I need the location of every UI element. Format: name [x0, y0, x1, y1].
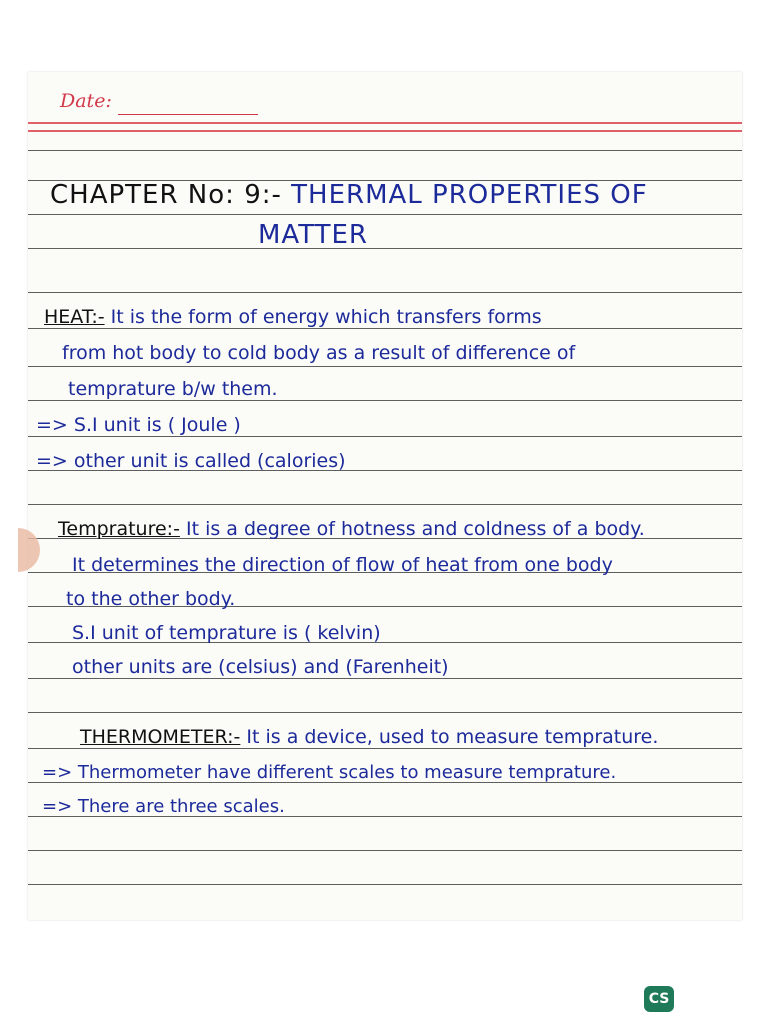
rule-line — [28, 436, 742, 437]
rule-line — [28, 366, 742, 367]
thermo-text-1: It is a device, used to measure temprature. — [246, 726, 659, 748]
rule-line — [28, 678, 742, 679]
temp-term: Temprature:- — [58, 518, 180, 540]
rule-line — [28, 292, 742, 293]
chapter-number: CHAPTER No: 9:- — [50, 180, 282, 210]
margin-line-bottom — [28, 130, 742, 132]
rule-line — [28, 400, 742, 401]
heat-line-2: from hot body to cold body as a result of difference of — [62, 342, 576, 364]
thermo-term: THERMOMETER:- — [80, 726, 241, 748]
date-label: Date: — [60, 90, 112, 112]
rule-line — [28, 214, 742, 215]
rule-line — [28, 850, 742, 851]
chapter-name-cont: MATTER — [258, 220, 368, 250]
temp-line-1 — [58, 518, 645, 540]
date-underline — [118, 114, 258, 115]
chapter-title-cont — [258, 220, 368, 250]
temp-line-4: S.I unit of temprature is ( kelvin) — [72, 622, 381, 644]
rule-line — [28, 150, 742, 151]
rule-line — [28, 884, 742, 885]
chapter-title — [50, 180, 648, 210]
heat-term: HEAT:- — [44, 306, 105, 328]
heat-line-5: => other unit is called (calories) — [36, 450, 346, 472]
rule-line — [28, 248, 742, 249]
heat-line-1 — [44, 306, 542, 328]
rule-line — [28, 328, 742, 329]
heat-text-1: It is the form of energy which transfers forms — [110, 306, 542, 328]
rule-line — [28, 504, 742, 505]
temp-line-2: It determines the direction of flow of heat from one body — [72, 554, 613, 576]
thermo-line-2: => Thermometer have different scales to measure temprature. — [42, 762, 617, 783]
temp-line-5: other units are (celsius) and (Farenheit) — [72, 656, 449, 678]
notebook-page — [28, 72, 742, 920]
temp-line-3: to the other body. — [66, 588, 236, 610]
heat-line-4: => S.I unit is ( Joule ) — [36, 414, 241, 436]
rule-line — [28, 748, 742, 749]
margin-line-top — [28, 122, 742, 124]
rule-line — [28, 712, 742, 713]
thermo-line-3: => There are three scales. — [42, 796, 285, 817]
heat-line-3: temprature b/w them. — [68, 378, 278, 400]
temp-text-1: It is a degree of hotness and coldness of a body. — [185, 518, 645, 540]
thermo-line-1 — [80, 726, 658, 748]
camscanner-badge: CS — [644, 986, 674, 1012]
chapter-name: THERMAL PROPERTIES OF — [291, 180, 648, 210]
